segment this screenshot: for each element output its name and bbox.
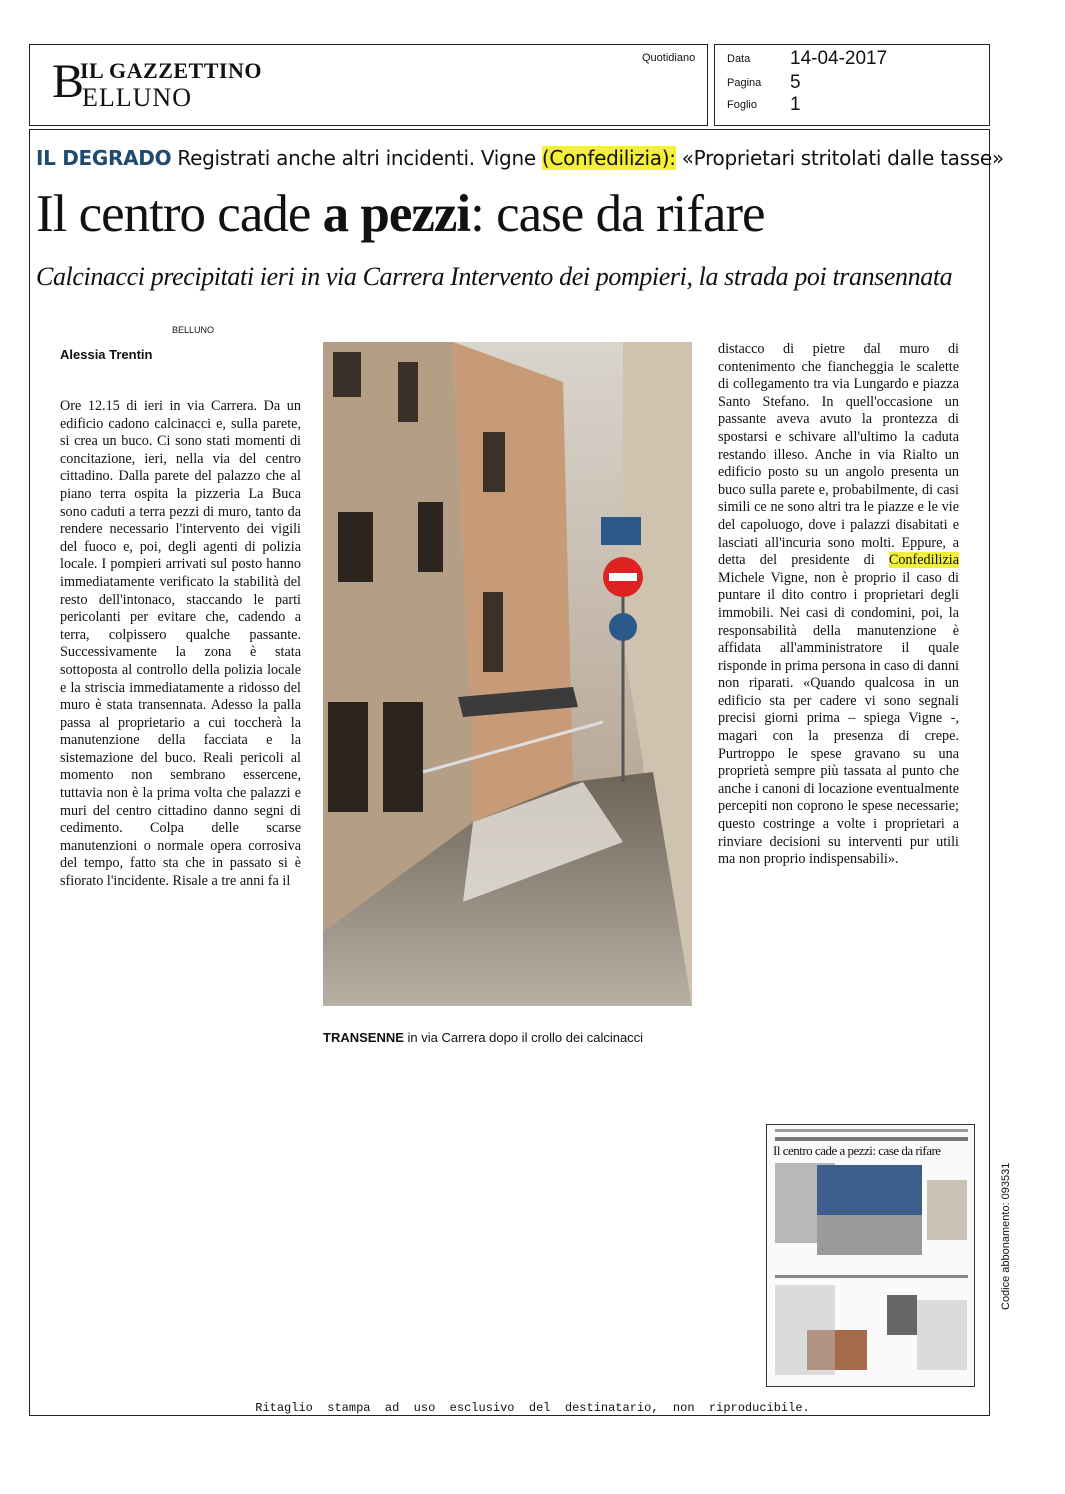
page-value: 5 (790, 72, 801, 93)
caption-text: in via Carrera dopo il crollo dei calcinacci (403, 1030, 644, 1045)
photo-caption (323, 1030, 643, 1045)
headline (36, 184, 765, 244)
kicker (36, 146, 1004, 170)
thumbnail-headline: Il centro cade a pezzi: case da rifare (773, 1143, 941, 1158)
street-photo-drawing (323, 342, 692, 1006)
caption-tag: TRANSENNE (323, 1030, 404, 1045)
column-3-text (718, 341, 959, 869)
edition-name: ELLUNO (82, 83, 192, 112)
article-column-3 (718, 341, 959, 869)
article-column-1 (60, 398, 301, 891)
page-label: Pagina (727, 77, 762, 89)
headline-part-c: : case da rifare (470, 185, 765, 243)
kicker-tag: IL DEGRADO (36, 146, 172, 170)
street-photo (323, 342, 692, 1006)
sheet-value: 1 (790, 94, 801, 115)
edition-initial: B (52, 55, 85, 108)
footer-notice: Ritaglio stampa ad uso esclusivo del destinatario, non riproducibile. (255, 1401, 810, 1415)
author: Alessia Trentin (60, 347, 153, 362)
date-label: Data (727, 53, 751, 65)
subscription-code: Codice abbonamento: 093531 (1000, 1162, 1012, 1310)
date-value: 14-04-2017 (790, 48, 888, 69)
column-3-highlight: Confedilizia (888, 552, 959, 569)
headline-part-a: Il centro cade (36, 185, 323, 243)
thumbnail-drawing (767, 1125, 975, 1387)
kicker-highlight: (Confedilizia): (541, 146, 676, 170)
page-thumbnail (766, 1124, 975, 1387)
column-3-before: distacco di pietre dal muro di contenimento che fiancheggia le scalette di collegamento tra via Lungardo e piazza Santo Stefano. In quell'occasione un passante aveva avuto la prontezza di spostarsi e schivare all'ultimo la caduta restando illeso. Anche in via Rialto un edificio posto su un angolo presenta un buco sulla parete e, probabilmente, di casi simili ce ne sono altri tra le piazze e le vie del capoluogo, dove i palazzi disabitati e lasciati all'incuria sono molti. Eppure, a detta del presidente di (718, 341, 959, 569)
dateline: BELLUNO (172, 325, 215, 335)
column-3-after: Michele Vigne, non è proprio il caso di puntare il dito contro i proprietari degli immobili. Nei casi di condomini, poi, la responsabilità della manutenzione è affidata all'amministratore il quale risponde in prima persona in caso di danni non riparati. «Quando qualcosa in un edificio sta per cadere vi sono segnali precisi giorni prima – spiega Vigne -, magari con la presenza di crepe. Purtroppo le spese gravano su una proprietà sempre più tassata al punto che anche i canoni di locazione eventualmente percepiti non coprono le spese necessarie; questo costringe a volte i proprietari a rinviare decisioni su interventi pur utili ma non proprio indispensabili». (718, 569, 959, 868)
kicker-quote: «Proprietari stritolati dalle tasse» (681, 146, 1004, 170)
frequency-label: Quotidiano (642, 52, 696, 64)
sheet-label: Foglio (727, 99, 757, 111)
newspaper-name: IL GAZZETTINO (80, 58, 262, 83)
column-1-text: Ore 12.15 di ieri in via Carrera. Da un edificio cadono calcinacci e, sulla parete, si crea un buco. Ci sono stati momenti di concitazione, ieri, nella via del centro cittadino. Dalla parete del palazzo che al piano terra ospita la pizzeria La Buca sono caduti a terra pezzi di muro, tanto da rendere necessario l'intervento dei vigili del fuoco e, poi, degli agenti di polizia locale. I pompieri arrivati sul posto hanno immediatamente verificato la stabilità del resto dell'intonaco, staccando le parti pericolanti per evitare che, cadendo a terra, colpissero qualche passante. Successivamente la zona è stata sottoposta al controllo della polizia locale e la striscia immediatamente a ridosso del muro è stata transennata. Adesso la palla passa al proprietario a cui toccherà la manutenzione della facciata e la sistemazione del buco. Reali pericoli al momento non sembrano essercene, tuttavia non è la prima volta che palazzi e muri del centro cittadino danno segni di cedimento. Colpa delle scarse manutenzioni o normale opera corrosiva del tempo, fatto sta che in passato si è sfiorato l'incidente. Risale a tre anni fa il (60, 398, 301, 890)
subheadline: Calcinacci precipitati ieri in via Carrera Intervento dei pompieri, la strada poi transennata (36, 262, 953, 291)
kicker-text: Registrati anche altri incidenti. Vigne (177, 146, 536, 170)
headline-part-b: a pezzi (322, 185, 471, 243)
